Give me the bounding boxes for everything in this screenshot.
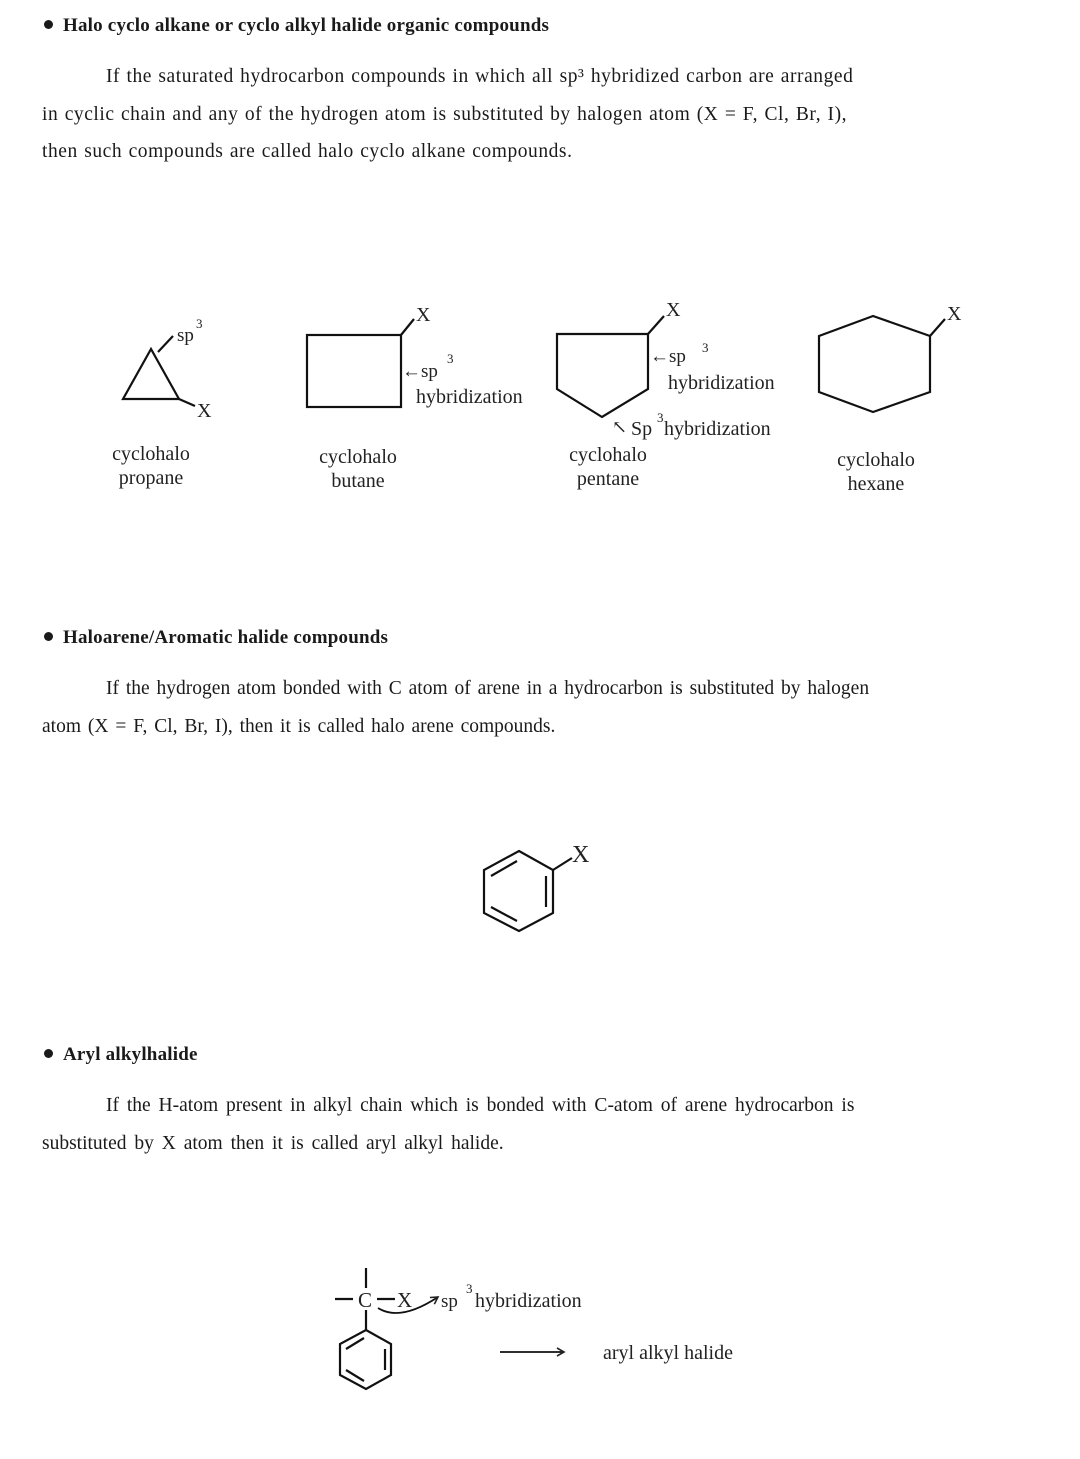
line-text: If the H-atom present in alkyl chain which is bonded with C-atom of arene hydrocarbon is (106, 1095, 855, 1116)
label-line: cyclohalo (319, 446, 397, 468)
line-text: then such compounds are called halo cyclo alkane compounds. (42, 141, 573, 162)
label-hybridization: hybridization (668, 372, 775, 394)
bond-x (179, 399, 195, 406)
line-text: If the saturated hydrocarbon compounds in which all sp³ hybridized carbon are arranged (106, 66, 854, 87)
label-line: butane (331, 470, 385, 492)
cyclobutane-ring (307, 335, 401, 407)
heading-text: Halo cyclo alkane or cyclo alkyl halide organic compounds (63, 15, 550, 36)
bond-x (553, 858, 572, 870)
label-arrow-sp: ←sp (650, 346, 686, 367)
benzene-ring (340, 1330, 391, 1389)
bond-x (648, 316, 664, 334)
heading-text: Aryl alkylhalide (63, 1044, 198, 1065)
line-text: in cyclic chain and any of the hydrogen atom is substituted by halogen atom (X = F, Cl, Br, I), (42, 103, 848, 125)
label-hybridization: hybridization (416, 386, 523, 408)
label-line: cyclohalo (569, 444, 647, 466)
cyclopropane-ring (123, 349, 179, 399)
cyclopropane-structure (123, 336, 195, 406)
label-sup2: 3 (657, 410, 664, 425)
label-hybridization2: hybridization (664, 418, 771, 440)
label-sup: 3 (466, 1281, 473, 1296)
label-sp: sp (441, 1291, 458, 1312)
label-arrow2: ↖ (612, 417, 628, 437)
bond-x (930, 319, 945, 336)
label-sup: 3 (702, 340, 709, 355)
label-line: pentane (576, 468, 640, 490)
bond-x (401, 319, 414, 335)
benzene-ring (484, 851, 553, 931)
label-x: X (416, 304, 431, 326)
label-hybridization: hybridization (475, 1290, 582, 1312)
heading-text: Haloarene/Aromatic halide compounds (63, 627, 389, 648)
label-line: propane (118, 467, 184, 489)
bond-sp3 (158, 336, 173, 352)
label-sup: 3 (447, 351, 454, 366)
cyclobutane-structure (307, 319, 414, 407)
cyclopentane-ring (557, 334, 648, 417)
label-x: X (666, 299, 681, 321)
line-text: If the hydrogen atom bonded with C atom of arene in a hydrocarbon is substituted by halogen (106, 678, 870, 699)
cyclohexane-structure (819, 316, 945, 412)
label-c: C (358, 1288, 373, 1312)
label-line: cyclohalo (837, 449, 915, 471)
label-x: X (572, 842, 590, 868)
label-line: cyclohalo (112, 443, 190, 465)
label-sp: sp (177, 325, 194, 346)
label-x: X (197, 400, 212, 422)
line-text: atom (X = F, Cl, Br, I), then it is called halo arene compounds. (42, 715, 556, 737)
label-line: hexane (847, 473, 905, 495)
label-arrow-sp: ←sp (402, 361, 438, 382)
cyclopentane-structure (557, 316, 664, 417)
haloarene-structure (484, 851, 572, 931)
label-sup: 3 (196, 316, 203, 331)
cyclohexane-ring (819, 316, 930, 412)
label-aryl-alkyl-halide: aryl alkyl halide (603, 1342, 733, 1364)
aryl-alkyl-halide-structure (335, 1268, 395, 1389)
label-x: X (947, 303, 962, 325)
label-sp2: Sp (631, 418, 653, 440)
line-text: substituted by X atom then it is called aryl alkyl halide. (42, 1132, 504, 1154)
label-x: X (397, 1288, 413, 1312)
